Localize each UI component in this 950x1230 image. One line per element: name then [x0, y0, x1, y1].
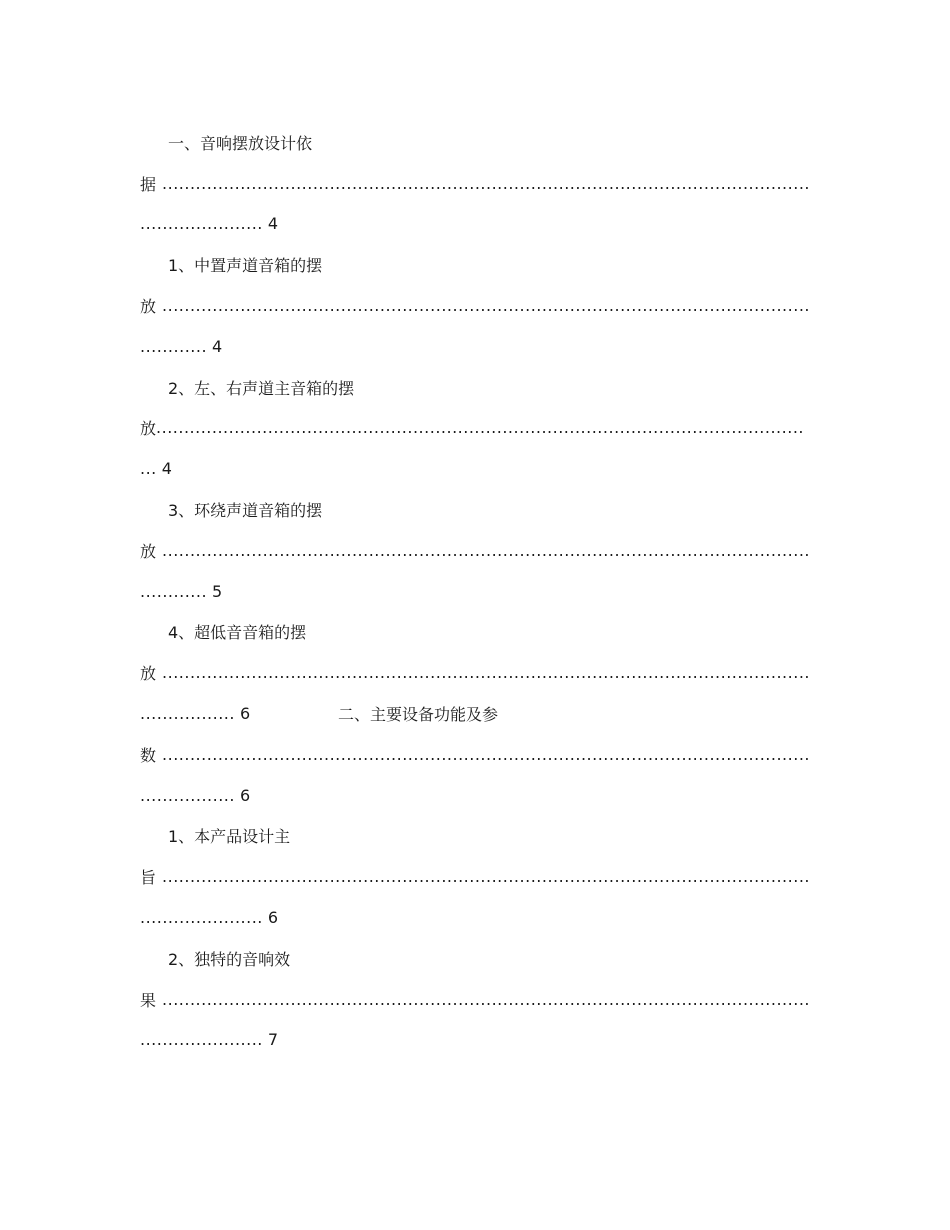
toc-heading-text: 一、音响摆放设计依 [168, 133, 313, 153]
toc-term: 放 [140, 664, 157, 684]
dot-leader: .................................................................................................................... [162, 663, 810, 683]
toc-page-number[interactable]: 6 [267, 908, 279, 928]
toc-page-line [140, 775, 498, 816]
toc-page-line [140, 326, 498, 367]
toc-heading[interactable] [140, 816, 498, 857]
toc-term: 果 [140, 990, 157, 1010]
dot-leader: .................................................................................................................... [162, 173, 810, 193]
toc-heading[interactable] [140, 612, 498, 653]
dot-leader: ................. [140, 704, 235, 724]
toc-leader-line [140, 979, 810, 1020]
dot-leader: ... [140, 459, 157, 479]
toc-term: 据 [140, 174, 157, 194]
dot-leader: .................................................................................................................... [162, 296, 810, 316]
dot-leader: ...................... [140, 908, 263, 928]
toc-leader-line [140, 530, 810, 571]
toc-leader-line [140, 856, 810, 897]
toc-term: 旨 [140, 868, 157, 888]
toc-page-line [140, 571, 498, 612]
toc-heading-inline[interactable]: 二、主要设备功能及参 [337, 705, 498, 725]
toc-heading[interactable] [140, 122, 498, 163]
dot-leader: .................................................................................................................... [162, 744, 810, 764]
toc-page-number[interactable]: 4 [267, 214, 279, 234]
toc-heading-text: 1、中置声道音箱的摆 [168, 256, 323, 276]
toc-leader-line [140, 285, 810, 326]
toc-heading[interactable] [140, 489, 498, 530]
toc-page-number[interactable]: 6 [239, 704, 251, 724]
toc-page-line [140, 448, 498, 489]
toc-page-number[interactable]: 7 [267, 1030, 279, 1050]
toc-page-line [140, 204, 498, 245]
dot-leader: ............ [140, 581, 208, 601]
toc-leader-line [140, 734, 810, 775]
dot-leader: ...................... [140, 1030, 263, 1050]
dot-leader: ................. [140, 785, 235, 805]
toc-page-line [140, 693, 498, 734]
toc-heading-text: 3、环绕声道音箱的摆 [168, 501, 323, 521]
toc-term: 放 [140, 419, 157, 439]
toc-page-line [140, 1020, 498, 1061]
toc-heading-text: 4、超低音音箱的摆 [168, 623, 307, 643]
toc-term: 放 [140, 297, 157, 317]
toc-page-number[interactable]: 6 [239, 785, 251, 805]
dot-leader: .................................................................................................................... [156, 418, 804, 438]
toc-heading[interactable] [140, 244, 498, 285]
dot-leader: ............ [140, 336, 208, 356]
dot-leader: .................................................................................................................... [162, 540, 810, 560]
toc-term: 放 [140, 541, 157, 561]
toc-heading-text: 2、独特的音响效 [168, 949, 291, 969]
toc-page-number[interactable]: 5 [212, 581, 223, 601]
table-of-contents [140, 122, 810, 1060]
toc-heading-text: 2、左、右声道主音箱的摆 [168, 378, 355, 398]
toc-term: 数 [140, 745, 157, 765]
toc-page-number[interactable]: 4 [212, 336, 223, 356]
dot-leader: .................................................................................................................... [162, 867, 810, 887]
toc-leader-line [140, 408, 804, 449]
toc-heading[interactable] [140, 367, 498, 408]
toc-page-number[interactable]: 4 [161, 459, 172, 479]
dot-leader: ...................... [140, 214, 263, 234]
toc-heading-text: 1、本产品设计主 [168, 827, 291, 847]
toc-page-line [140, 897, 498, 938]
toc-heading[interactable] [140, 938, 498, 979]
dot-leader: .................................................................................................................... [162, 989, 810, 1009]
toc-leader-line [140, 163, 810, 204]
toc-leader-line [140, 652, 810, 693]
